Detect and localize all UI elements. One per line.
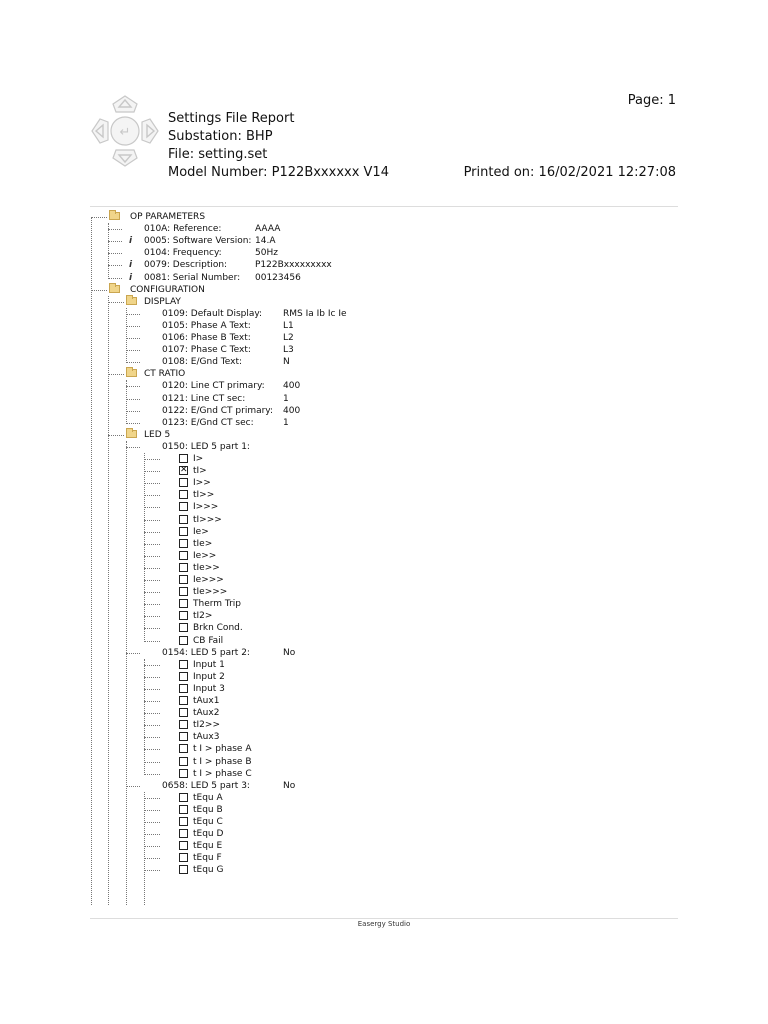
setting-label: Input 3 (193, 683, 225, 694)
setting-label: LED 5 (144, 429, 171, 440)
page-number: Page: 1 (627, 93, 676, 108)
tree-connector (126, 386, 140, 387)
setting-row (0, 320, 768, 332)
setting-label: tEqu E (193, 841, 223, 852)
setting-value: 00123456 (255, 272, 301, 283)
unchecked-checkbox-icon (179, 502, 188, 511)
info-icon: i (129, 272, 133, 283)
checkbox-row (0, 792, 768, 804)
tree-connector (144, 520, 160, 521)
setting-value: No (283, 780, 296, 791)
tree-connector (126, 411, 140, 412)
tree-connector (144, 616, 160, 617)
setting-label: tEqu G (193, 865, 224, 876)
setting-value: AAAA (255, 224, 281, 235)
tree-connector (144, 870, 160, 871)
tree-connector (126, 362, 140, 363)
setting-label: tEqu B (193, 804, 223, 815)
setting-value: No (283, 647, 296, 658)
unchecked-checkbox-icon (179, 805, 188, 814)
setting-row (0, 417, 768, 429)
checkbox-row (0, 756, 768, 768)
setting-label: I>> (193, 478, 211, 489)
unchecked-checkbox-icon (179, 708, 188, 717)
setting-value: 50Hz (255, 248, 278, 259)
tree-connector (144, 701, 160, 702)
unchecked-checkbox-icon (179, 611, 188, 620)
tree-connector (144, 798, 160, 799)
unchecked-checkbox-icon (179, 490, 188, 499)
tree-connector (91, 217, 107, 218)
setting-row (0, 356, 768, 368)
setting-label: 0121: Line CT sec: (162, 393, 246, 404)
unchecked-checkbox-icon (179, 636, 188, 645)
tree-connector (144, 507, 160, 508)
checkbox-row (0, 743, 768, 755)
tree-folder-row (0, 368, 768, 380)
unchecked-checkbox-icon (179, 551, 188, 560)
setting-label: 0658: LED 5 part 3: (162, 780, 250, 791)
checkbox-row (0, 610, 768, 622)
tree-connector (144, 834, 160, 835)
setting-row (0, 380, 768, 392)
tree-connector (144, 483, 160, 484)
tree-connector (126, 447, 140, 448)
setting-label: Ie>>> (193, 575, 224, 585)
tree-connector (144, 810, 160, 811)
setting-value: 400 (283, 405, 301, 416)
setting-row (0, 393, 768, 405)
checkbox-row (0, 598, 768, 610)
checkbox-row (0, 864, 768, 876)
tree-connector (144, 677, 160, 678)
setting-label: tIe>>> (193, 587, 228, 598)
tree-connector (144, 749, 160, 750)
setting-row (0, 780, 768, 792)
unchecked-checkbox-icon (179, 829, 188, 838)
tree-connector (144, 665, 160, 666)
setting-label: CT RATIO (144, 369, 186, 380)
unchecked-checkbox-icon (179, 841, 188, 850)
checkbox-row (0, 489, 768, 501)
footer-text: Easergy Studio (357, 920, 411, 928)
setting-row (0, 223, 768, 235)
setting-label: 0105: Phase A Text: (162, 320, 251, 331)
folder-icon (109, 212, 120, 220)
folder-icon (126, 430, 137, 438)
setting-label: 0150: LED 5 part 1: (162, 441, 250, 452)
tree-guide-line (144, 792, 145, 905)
checkbox-row (0, 719, 768, 731)
setting-value: 14.A (255, 236, 276, 247)
unchecked-checkbox-icon (179, 599, 188, 608)
setting-label: 0107: Phase C Text: (162, 345, 251, 356)
checkbox-row (0, 804, 768, 816)
setting-label: 0123: E/Gnd CT sec: (162, 417, 254, 428)
setting-label: 0106: Phase B Text: (162, 333, 251, 343)
setting-label: Therm Trip (193, 599, 241, 610)
setting-label: Input 1 (193, 659, 225, 670)
unchecked-checkbox-icon (179, 478, 188, 487)
setting-label: 0081: Serial Number: (144, 272, 241, 283)
checked-checkbox-icon: ✕ (180, 465, 188, 476)
checkbox-row (0, 538, 768, 550)
checkbox-row (0, 465, 768, 477)
tree-connector (144, 762, 160, 763)
unchecked-checkbox-icon (179, 684, 188, 693)
checkbox-row (0, 659, 768, 671)
setting-label: tI>> (193, 490, 215, 501)
setting-value: RMS Ia Ib Ic Ie (283, 308, 347, 319)
checkbox-row (0, 526, 768, 538)
setting-row (0, 235, 768, 247)
tree-connector (144, 628, 160, 629)
folder-icon (126, 369, 137, 377)
setting-label: tI> (193, 466, 207, 477)
setting-row (0, 647, 768, 659)
setting-label: 0079: Description: (144, 260, 228, 271)
tree-connector (144, 725, 160, 726)
setting-label: 0104: Frequency: (144, 248, 222, 259)
unchecked-checkbox-icon (179, 865, 188, 874)
tree-connector (144, 713, 160, 714)
checkbox-row (0, 453, 768, 465)
tree-connector (126, 326, 140, 327)
substation-label: Substation: BHP (168, 129, 273, 144)
setting-row (0, 344, 768, 356)
unchecked-checkbox-icon (179, 720, 188, 729)
setting-label: tEqu F (193, 853, 222, 864)
checkbox-row (0, 671, 768, 683)
checkbox-row (0, 695, 768, 707)
setting-label: CONFIGURATION (130, 284, 205, 295)
unchecked-checkbox-icon (179, 527, 188, 536)
tree-connector (144, 580, 160, 581)
tree-connector (144, 774, 160, 775)
unchecked-checkbox-icon (179, 817, 188, 826)
checkbox-row (0, 683, 768, 695)
tree-connector (144, 592, 160, 593)
setting-label: tIe> (193, 538, 213, 549)
setting-row (0, 247, 768, 259)
setting-value: 400 (283, 381, 301, 392)
tree-connector (144, 568, 160, 569)
tree-connector (144, 689, 160, 690)
folder-icon (109, 285, 120, 293)
unchecked-checkbox-icon (179, 696, 188, 705)
tree-connector (108, 302, 124, 303)
setting-row (0, 332, 768, 344)
tree-connector (144, 846, 160, 847)
tree-connector (144, 822, 160, 823)
checkbox-row (0, 622, 768, 634)
setting-value: L3 (283, 345, 294, 356)
svg-text:↵: ↵ (119, 125, 131, 140)
tree-connector (144, 556, 160, 557)
unchecked-checkbox-icon (179, 587, 188, 596)
tree-connector (144, 737, 160, 738)
setting-value: L2 (283, 333, 294, 343)
footer-divider (90, 918, 678, 919)
setting-label: tAux2 (193, 708, 220, 719)
checkbox-row (0, 768, 768, 780)
tree-connector (108, 278, 122, 279)
setting-label: CB Fail (193, 635, 224, 646)
tree-connector (126, 399, 140, 400)
setting-label: tI2>> (193, 720, 220, 731)
unchecked-checkbox-icon (179, 563, 188, 572)
setting-label: tAux1 (193, 696, 220, 706)
setting-label: 010A: Reference: (144, 224, 222, 235)
setting-value: N (283, 357, 290, 368)
info-icon: i (129, 260, 133, 271)
tree-connector (91, 290, 107, 291)
unchecked-checkbox-icon (179, 660, 188, 669)
tree-connector (108, 265, 122, 266)
tree-folder-row (0, 284, 768, 296)
setting-label: I> (193, 454, 204, 464)
unchecked-checkbox-icon (179, 769, 188, 778)
setting-row (0, 259, 768, 271)
unchecked-checkbox-icon (179, 575, 188, 584)
setting-label: OP PARAMETERS (130, 212, 206, 222)
unchecked-checkbox-icon (179, 515, 188, 524)
tree-connector (108, 374, 124, 375)
checkbox-row (0, 501, 768, 513)
setting-label: tI>>> (193, 514, 222, 525)
setting-label: tEqu D (193, 829, 224, 840)
tree-connector (144, 641, 160, 642)
tree-connector (126, 653, 140, 654)
checkbox-row (0, 514, 768, 526)
setting-label: tAux3 (193, 732, 220, 743)
tree-guide-line (126, 308, 127, 363)
tree-connector (126, 423, 140, 424)
setting-row (0, 441, 768, 453)
tree-connector (144, 544, 160, 545)
file-label: File: setting.set (168, 147, 268, 162)
checkbox-row (0, 562, 768, 574)
setting-label: 0108: E/Gnd Text: (162, 357, 243, 368)
unchecked-checkbox-icon (179, 853, 188, 862)
checkbox-row (0, 840, 768, 852)
tree-guide-line (91, 217, 92, 905)
tree-guide-line (126, 441, 127, 905)
tree-connector (144, 495, 160, 496)
setting-value: P122Bxxxxxxxxx (255, 260, 332, 271)
model-number-label: Model Number: P122Bxxxxxx V14 (168, 165, 389, 180)
unchecked-checkbox-icon (179, 623, 188, 632)
tree-guide-line (126, 380, 127, 423)
setting-row (0, 308, 768, 320)
tree-folder-row (0, 429, 768, 441)
setting-row (0, 405, 768, 417)
checkbox-row (0, 731, 768, 743)
unchecked-checkbox-icon (179, 793, 188, 802)
checkbox-row (0, 586, 768, 598)
checkbox-row (0, 574, 768, 586)
setting-label: 0122: E/Gnd CT primary: (162, 405, 274, 416)
unchecked-checkbox-icon (179, 757, 188, 766)
setting-label: 0120: Line CT primary: (162, 381, 265, 392)
tree-connector (108, 435, 124, 436)
tree-connector (126, 786, 140, 787)
setting-label: 0005: Software Version: (144, 236, 252, 247)
unchecked-checkbox-icon (179, 744, 188, 753)
tree-connector (144, 459, 160, 460)
checkbox-row (0, 852, 768, 864)
tree-guide-line (108, 223, 109, 279)
setting-label: t I > phase C (193, 768, 252, 779)
tree-folder-row (0, 296, 768, 308)
checkbox-row (0, 828, 768, 840)
tree-connector (108, 229, 122, 230)
tree-guide-line (108, 296, 109, 905)
setting-label: DISPLAY (144, 296, 181, 307)
folder-icon (126, 297, 137, 305)
checkbox-row (0, 816, 768, 828)
unchecked-checkbox-icon (179, 672, 188, 681)
setting-label: 0154: LED 5 part 2: (162, 647, 250, 658)
setting-value: 1 (283, 393, 289, 404)
tree-connector (126, 314, 140, 315)
checkbox-row (0, 635, 768, 647)
printed-on-label: Printed on: 16/02/2021 12:27:08 (463, 165, 676, 180)
tree-connector (108, 241, 122, 242)
tree-guide-line (144, 453, 145, 642)
tree-connector (144, 532, 160, 533)
info-icon: i (129, 236, 133, 247)
setting-label: Input 2 (193, 671, 225, 682)
tree-connector (144, 604, 160, 605)
tree-connector (144, 471, 160, 472)
setting-label: t I > phase B (193, 756, 252, 767)
tree-connector (108, 253, 122, 254)
tree-folder-row (0, 211, 768, 223)
report-title: Settings File Report (168, 111, 295, 126)
setting-label: Ie>> (193, 550, 217, 561)
unchecked-checkbox-icon (179, 454, 188, 463)
setting-label: t I > phase A (193, 744, 252, 755)
tree-connector (126, 338, 140, 339)
tree-connector (144, 858, 160, 859)
checkbox-row (0, 707, 768, 719)
setting-label: Ie> (193, 526, 209, 537)
checkbox-row (0, 550, 768, 562)
setting-label: I>>> (193, 502, 219, 513)
tree-guide-line (144, 659, 145, 775)
setting-label: tIe>> (193, 562, 220, 573)
setting-value: L1 (283, 320, 294, 331)
unchecked-checkbox-icon (179, 732, 188, 741)
setting-label: tEqu C (193, 817, 223, 827)
setting-label: Brkn Cond. (193, 623, 243, 634)
unchecked-checkbox-icon (179, 539, 188, 548)
setting-label: tI2> (193, 611, 213, 622)
setting-label: 0109: Default Display: (162, 308, 263, 319)
tree-connector (126, 350, 140, 351)
setting-value: 1 (283, 417, 289, 428)
checkbox-row (0, 477, 768, 489)
setting-label: tEqu A (193, 792, 223, 803)
